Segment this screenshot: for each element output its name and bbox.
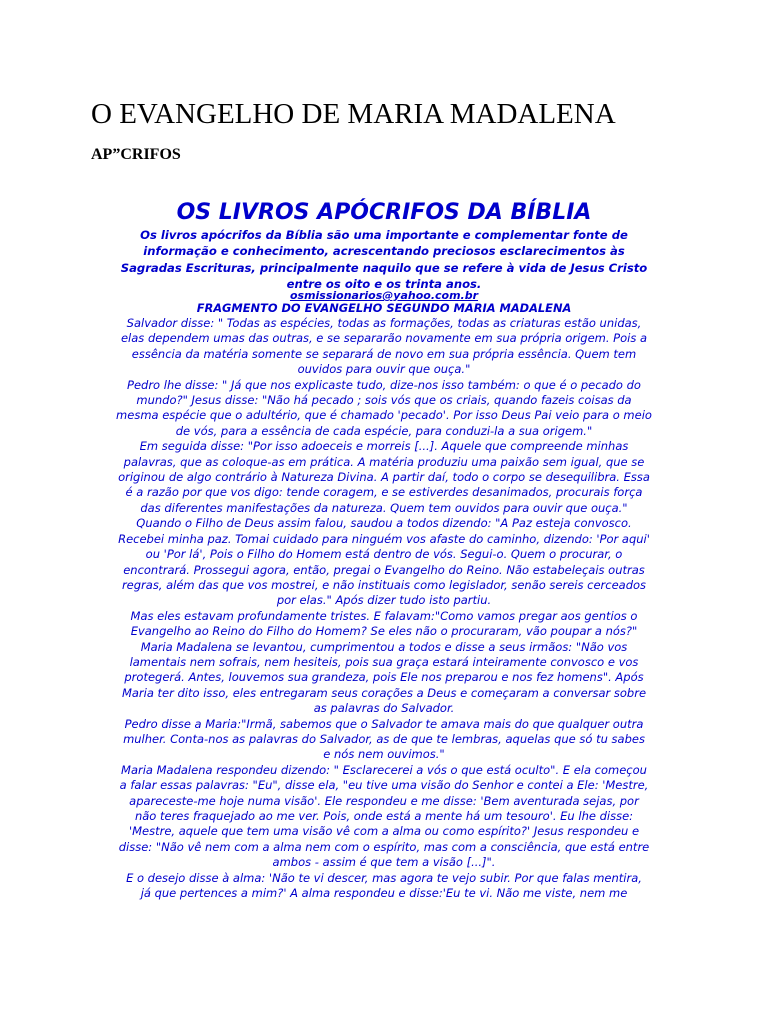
text-line: essência da matéria somente se separará de novo em sua própria essência. Quem tem (131, 346, 637, 361)
text-line: Maria Madalena respondeu dizendo: " Esclarecerei a vós o que está oculto". E ela começou (121, 762, 647, 777)
intro-line: Sagradas Escrituras, principalmente naquilo que se refere à vida de Jesus Cristo (120, 260, 648, 275)
text-line: lamentais nem sofrais, nem hesiteis, pois sua graça estará inteiramente convosco e vos (129, 654, 639, 669)
section-heading: OS LIVROS APÓCRIFOS DA BÍBLIA (176, 200, 592, 225)
document-title: O EVANGELHO DE MARIA MADALENA (91, 98, 616, 130)
intro-paragraph (84, 227, 684, 293)
text-line: por elas." Após dizer tudo isto partiu. (276, 593, 492, 608)
text-line: ouvidos para ouvir que ouça." (297, 362, 471, 377)
text-line: ambos - assim é que tem a visão [...]". (272, 855, 496, 870)
intro-line: informação e conhecimento, acrescentando preciosos esclarecimentos às (143, 244, 625, 259)
text-line: não teres fraquejado ao me ver. Pois, onde está a mente há um tesouro'. Eu lhe disse: (134, 809, 634, 823)
text-line: de vós, para a essência de cada espécie, para conduzi-la a sua origem." (175, 423, 593, 438)
text-line: a falar essas palavras: "Eu", disse ela, "eu tive uma visão do Senhor e contei a Ele: 'Mestre, (119, 778, 649, 793)
text-line: Quando o Filho de Deus assim falou, saudou a todos dizendo: "A Paz esteja convosco. (136, 516, 632, 531)
text-line: já que pertences a mim?' A alma respondeu e disse:'Eu te vi. Não me viste, nem me (140, 886, 628, 901)
text-line: mulher. Conta-nos as palavras do Salvador, as de que te lembras, aquelas que só tu sabes (123, 731, 645, 746)
text-line: elas dependem umas das outras, e se separarão novamente em sua própria origem. Pois a (120, 331, 648, 346)
text-line: protegerá. Antes, louvemos sua grandeza, pois Ele nos preparou e nos fez homens". Após (124, 670, 644, 685)
text-line: disse: "Não vê nem com a alma nem com o espírito, mas com a consciência, que está entre (118, 839, 650, 854)
fragment-heading: FRAGMENTO DO EVANGELHO SEGUNDO MARIA MADALENA (196, 301, 572, 315)
text-line: das diferentes manifestações da natureza. Quem tem ouvidos para ouvir que ouça." (140, 500, 628, 515)
text-line: mundo?" Jesus disse: "Não há pecado ; sois vós que os criais, quando fazeis coisas da (136, 393, 632, 408)
text-line: mesma espécie que o adultério, que é chamado 'pecado'. Por isso Deus Pai veio para o meio (116, 408, 652, 423)
text-line: encontrará. Prossegui agora, então, pregai o Evangelho do Reino. Não estabeleçais outras (123, 562, 645, 577)
text-line: Maria ter dito isso, eles entregaram seus corações a Deus e começaram a conversar sobre (121, 685, 647, 700)
text-line: palavras, que as coloque-as em prática. A matéria produziu uma paixão sem igual, que se (123, 454, 645, 469)
intro-line: entre os oito e os trinta anos. (286, 277, 482, 292)
document-subtitle: AP”CRIFOS (91, 146, 181, 163)
text-line: Maria Madalena se levantou, cumprimentou a todos e disse a seus irmãos: "Não vos (140, 639, 628, 654)
text-line: apareceste-me hoje numa visão'. Ele respondeu e me disse: 'Bem aventurada sejas, por (129, 793, 639, 808)
text-line: Pedro disse a Maria:"Irmã, sabemos que o Salvador te amava mais do que qualquer outra (124, 716, 644, 731)
text-line: as palavras do Salvador. (313, 701, 455, 716)
text-line: regras, além das que vos mostrei, e não instituais como legislador, senão sereis cerceados (121, 577, 647, 592)
text-line: ou 'Por lá', Pois o Filho do Homem está dentro de vós. Segui-o. Quem o procurar, o (145, 547, 623, 562)
text-line: Salvador disse: " Todas as espécies, todas as formações, todas as criaturas estão unidas, (126, 316, 642, 330)
intro-line: Os livros apócrifos da Bíblia são uma importante e complementar fonte de (140, 228, 628, 242)
text-line: e nós nem ouvimos." (323, 747, 445, 762)
gospel-text (84, 316, 684, 901)
text-line: Mas eles estavam profundamente tristes. E falavam:"Como vamos pregar aos gentios o (130, 608, 638, 623)
text-line: Recebei minha paz. Tomai cuidado para ninguém vos afaste do caminho, dizendo: 'Por aqui' (118, 531, 650, 546)
text-line: é a razão por que vos digo: tende coragem, e se estiverdes desanimados, procurais força (125, 485, 643, 500)
text-line: Evangelho ao Reino do Filho do Homem? Se eles não o procuraram, vão poupar a nós?" (130, 624, 638, 639)
text-line: Pedro lhe disse: " Já que nos explicaste tudo, dize-nos isso também: o que é o pecado do (127, 377, 641, 392)
text-line: originou de algo contrário à Natureza Divina. A partir daí, todo o corpo se desequilibra. Essa (118, 470, 650, 485)
text-line: E o desejo disse à alma: 'Não te vi descer, mas agora te vejo subir. Por que falas mentira, (126, 870, 642, 885)
text-line: 'Mestre, aquele que tem uma visão vê com a alma ou como espírito?' Jesus respondeu e (128, 824, 640, 839)
text-line: Em seguida disse: "Por isso adoeceis e morreis [...]. Aquele que compreende minhas (139, 439, 629, 454)
email-link[interactable]: osmissionarios@yahoo.com.br (289, 289, 479, 302)
